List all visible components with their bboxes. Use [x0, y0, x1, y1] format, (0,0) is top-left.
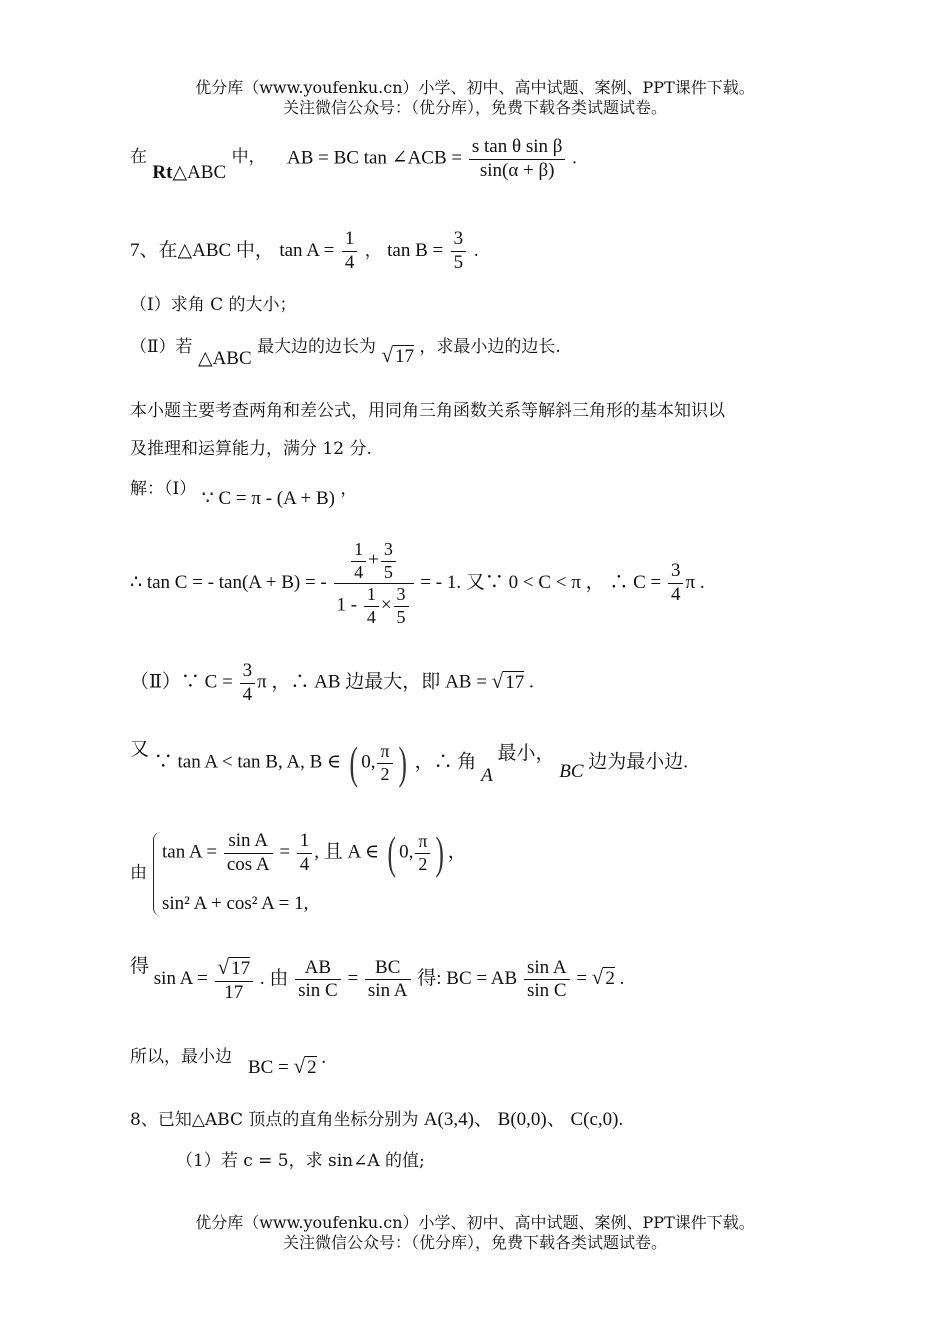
q7-part1: （Ⅰ）求角 C 的大小；	[130, 295, 297, 315]
fraction-3-5	[451, 228, 467, 275]
brace	[153, 832, 162, 916]
big-den	[334, 583, 414, 628]
plus: +	[368, 549, 379, 571]
n: 3	[670, 560, 681, 582]
num: 3	[453, 228, 464, 249]
fraction-3-4	[240, 660, 256, 707]
d: 4	[364, 606, 379, 629]
n: BC	[375, 956, 401, 978]
part2-label: （Ⅱ）∵	[130, 671, 200, 693]
rt-label: Rt	[152, 162, 173, 183]
n: 1	[354, 539, 364, 559]
tan-c-derivation	[130, 539, 705, 628]
comma: ，	[364, 240, 382, 261]
tan-a: tan A =	[279, 239, 335, 261]
sin-over-cos	[224, 830, 273, 877]
q8-stem-text: 8、已知△ABC 顶点的直角坐标分别为	[130, 1110, 419, 1130]
bc-over-sina	[365, 957, 411, 1004]
you3: 由	[130, 863, 147, 883]
num: 1	[344, 228, 355, 249]
times: ×	[380, 594, 392, 616]
step1: ∵ C = π - (A + B)	[201, 488, 335, 509]
radicand: 17	[505, 671, 525, 693]
eq: =	[576, 968, 588, 990]
ab-over-sinc	[295, 957, 341, 1004]
sqrt-2: √ 2	[293, 1054, 317, 1078]
bc-var: BC	[559, 761, 584, 783]
den: 5	[451, 251, 467, 275]
big-num	[334, 539, 414, 583]
n: 3	[242, 660, 253, 681]
d: sin C	[295, 979, 341, 1003]
sol-line-1	[130, 474, 358, 509]
d: 4	[351, 561, 366, 584]
fraction-1-4	[342, 228, 358, 275]
text: 中，	[231, 147, 266, 167]
q7-part2	[130, 332, 561, 369]
system-line-2: sin² A + cos² A = 1,	[162, 893, 309, 914]
zero-comma: 0,	[361, 751, 376, 773]
d: 4	[297, 853, 313, 877]
part2-b: 最大边的边长为	[257, 337, 377, 357]
sys1-tail: ,	[314, 841, 320, 863]
part2-c: ，求最小边的边长.	[419, 337, 561, 357]
dot: .	[699, 572, 705, 594]
c-eq: C =	[204, 671, 233, 693]
tan-b: tan B =	[387, 239, 444, 261]
pi: π	[257, 671, 267, 693]
zero-comma: 0,	[399, 841, 414, 863]
de: 得	[130, 956, 150, 978]
n: sin A	[228, 830, 268, 851]
bc-min: 边为最小边.	[588, 751, 689, 773]
intro-line-2: 及推理和运算能力，满分 12 分.	[130, 439, 372, 459]
ab-max: ，∴ AB 边最大，即	[271, 671, 441, 693]
comma: ，	[585, 572, 605, 594]
pi-over-2	[415, 831, 430, 875]
part2-tri: △ABC	[197, 348, 252, 369]
final-b: BC =	[248, 1057, 289, 1078]
period: .	[259, 968, 265, 990]
you: 又∵	[465, 572, 504, 594]
d: cos A	[224, 853, 273, 877]
qie: 且	[323, 841, 343, 863]
one-minus: 1 -	[336, 594, 358, 616]
d: 2	[415, 853, 430, 876]
fraction-3-4	[668, 560, 684, 607]
cont-line	[130, 142, 266, 183]
n: π	[380, 740, 390, 761]
q8-stem	[130, 1104, 623, 1131]
intro-line-1: 本小题主要考查两角和差公式，用同角三角函数关系等解斜三角形的基本知识以	[130, 401, 725, 421]
therefore-c: ∴ C =	[609, 572, 662, 594]
d: sin A	[365, 979, 411, 1003]
d: 17	[215, 981, 254, 1005]
lhs: AB = BC tan ∠ACB =	[287, 147, 463, 169]
n: π	[418, 831, 428, 852]
ab-eq: AB =	[445, 671, 487, 693]
footer-line-1: 优分库（www.youfenku.cn）小学、初中、高中试题、案例、PPT课件下载。	[195, 1213, 755, 1232]
period: .	[619, 968, 625, 990]
comma: ，	[340, 479, 358, 499]
sol-part2-line	[130, 660, 534, 707]
fraction	[469, 136, 566, 183]
n: 1	[299, 830, 310, 851]
sin-a-eq: sin A =	[153, 968, 208, 990]
sys1-eq: =	[279, 841, 291, 863]
sqrt-2: √ 2	[591, 965, 615, 990]
you4: 由	[269, 968, 289, 990]
a-in: A ∈	[347, 841, 380, 863]
eq-minus-1: = - 1.	[420, 572, 462, 594]
sol-label: 解：（Ⅰ）	[130, 479, 197, 499]
final-end: .	[321, 1047, 327, 1068]
sqrt-17: √ 17	[491, 668, 525, 693]
header-line-1: 优分库（www.youfenku.cn）小学、初中、高中试题、案例、PPT课件下载。	[195, 78, 755, 97]
q8-part1: （1）若 c = 5，求 sin∠A 的值;	[176, 1151, 425, 1171]
n: 1	[366, 584, 376, 605]
you2: 又	[130, 739, 150, 761]
triangle: △ABC	[172, 162, 227, 183]
so-angle: ，∴ 角	[414, 751, 477, 773]
radicand: 17	[231, 958, 251, 979]
period: .	[473, 240, 479, 261]
big-fraction	[334, 539, 414, 628]
den: 4	[342, 251, 358, 275]
sqrt17-over-17	[215, 955, 254, 1005]
min-text: 最小，	[497, 743, 555, 765]
stem-text: 7、在△ABC 中，	[130, 239, 274, 261]
eq: =	[347, 968, 359, 990]
radicand: 2	[605, 968, 615, 990]
n: √ 17	[217, 955, 251, 979]
n: AB	[304, 956, 332, 978]
footer-line-2: 关注微信公众号：（优分库），免费下载各类试题试卷。	[282, 1233, 667, 1252]
pi: π	[685, 572, 696, 594]
end: .	[528, 671, 534, 693]
d: 4	[240, 683, 256, 707]
n: sin A	[526, 956, 567, 978]
bc-result: BC = AB	[446, 968, 518, 990]
a-var: A	[481, 765, 493, 787]
final-a: 所以，最小边	[130, 1047, 232, 1067]
header-line-2: 关注微信公众号：（优分库），免费下载各类试题试卷。	[282, 98, 667, 117]
tan-cmp: ∵ tan A < tan B, A, B ∈	[153, 751, 342, 773]
cont-formula	[287, 136, 577, 183]
sqrt-17: √ 17	[381, 343, 414, 367]
radicand: 17	[395, 346, 414, 367]
fraction-1-4	[297, 830, 313, 877]
sol-compare-line: 又 ∵ tan A < tan B, A, B ∈ ( 0, $\frac{\pi}{2}$ ) ，∴ 角 A 最小， BC 边为最小边.	[130, 737, 689, 788]
sin-a-line	[130, 955, 624, 1005]
tanc-lhs: ∴ tan C = - tan(A + B) = -	[130, 572, 327, 594]
q7-stem	[130, 228, 479, 275]
sys1-lhs: tan A =	[162, 841, 218, 863]
text: 在	[130, 147, 147, 167]
range: 0 < C < π	[508, 572, 581, 594]
n: 3	[383, 539, 393, 559]
d: 4	[668, 583, 684, 607]
numerator: s tan θ sin β	[471, 136, 563, 157]
d: sin C	[524, 979, 570, 1003]
final-formula	[248, 1047, 327, 1079]
d: 2	[377, 763, 392, 786]
denominator: sin(α + β)	[469, 159, 566, 183]
comma: ，	[447, 841, 467, 863]
pi-over-2	[377, 741, 392, 785]
part2-a: （Ⅱ）若	[130, 337, 193, 357]
final-line	[130, 1042, 232, 1067]
system-line-1: tan A = $\frac{\text{sin A}}{\text{cos A}}$ = $\frac{1}{4}$ , 且 A ∈ ( 0, $\frac{\pi}{2}$ ) ，	[162, 827, 467, 879]
q8-points: A(3,4)、 B(0,0)、 C(c,0).	[423, 1109, 624, 1130]
d: 5	[381, 561, 396, 584]
d: 5	[394, 606, 409, 629]
radicand: 2	[307, 1057, 317, 1078]
n: 3	[396, 584, 406, 605]
de2: 得:	[417, 968, 442, 990]
sina-over-sinc	[524, 957, 570, 1004]
period: .	[572, 147, 577, 169]
